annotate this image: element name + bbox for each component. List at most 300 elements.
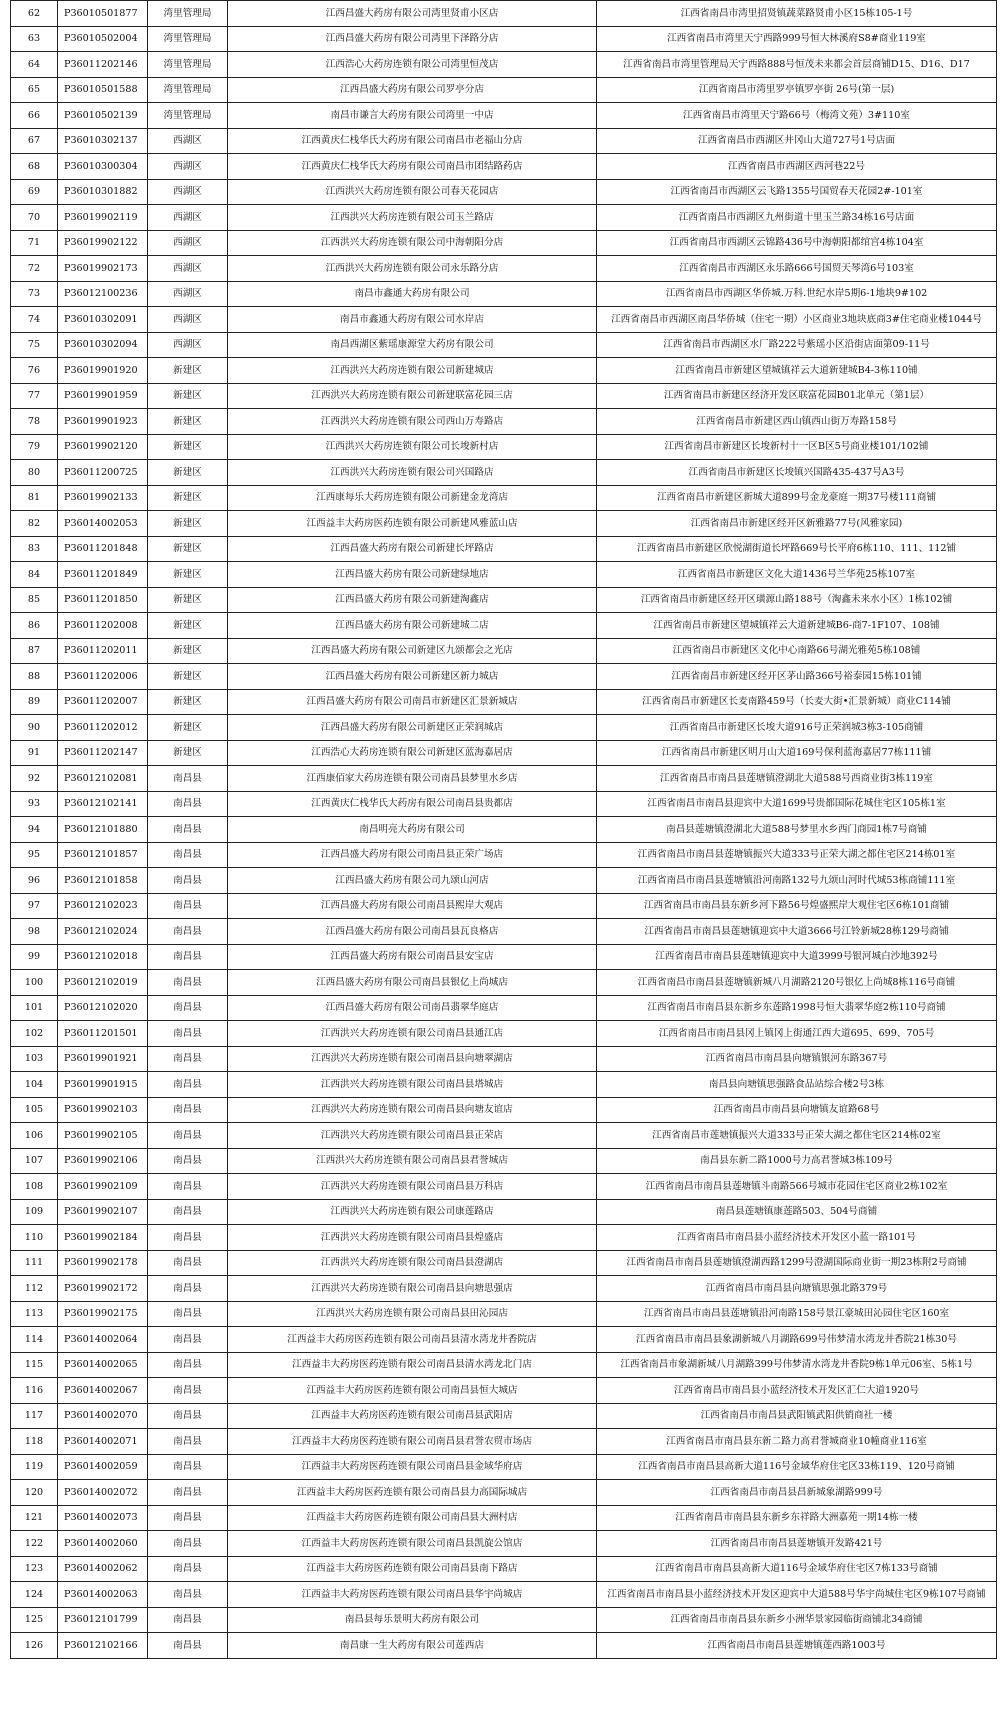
store-name: 江西益丰大药房医药连锁有限公司南昌县大洲村店 (228, 1505, 597, 1531)
license-code: P36012102020 (58, 995, 148, 1021)
table-row (11, 256, 997, 282)
row-number: 117 (11, 1403, 58, 1429)
license-code: P36010300304 (58, 154, 148, 180)
store-address: 江西省南昌市新建区长埈大道916号正荣润城3栋3-105商铺 (597, 715, 997, 741)
table-row (11, 230, 997, 256)
license-code: P36014002053 (58, 511, 148, 537)
row-number: 66 (11, 103, 58, 129)
district: 西湖区 (148, 332, 228, 358)
row-number: 88 (11, 664, 58, 690)
license-code: P36019902173 (58, 256, 148, 282)
store-name: 江西洪兴大药房连锁有限公司南昌县通江店 (228, 1021, 597, 1047)
license-code: P36014002070 (58, 1403, 148, 1429)
license-code: P36019902178 (58, 1250, 148, 1276)
license-code: P36019902109 (58, 1174, 148, 1200)
row-number: 115 (11, 1352, 58, 1378)
license-code: P36014002062 (58, 1556, 148, 1582)
license-code: P36010502004 (58, 26, 148, 52)
license-code: P36019902184 (58, 1225, 148, 1251)
table-row (11, 995, 997, 1021)
store-address: 江西省南昌市南昌县冈上镇冈上街通江西大道695、699、705号 (597, 1021, 997, 1047)
license-code: P36012101880 (58, 817, 148, 843)
row-number: 104 (11, 1072, 58, 1098)
table-row (11, 1607, 997, 1633)
store-address: 江西省南昌市南昌县东新乡小洲华景家园临街商铺北34商铺 (597, 1607, 997, 1633)
store-name: 江西洪兴大药房连锁有限公司长埈新村店 (228, 434, 597, 460)
district: 新建区 (148, 638, 228, 664)
store-address: 江西省南昌市西湖区西河巷22号 (597, 154, 997, 180)
store-address: 江西省南昌市莲塘镇振兴大道333号正荣大湖之都住宅区214栋02室 (597, 1123, 997, 1149)
license-code: P36010302094 (58, 332, 148, 358)
license-code: P36019902172 (58, 1276, 148, 1302)
row-number: 74 (11, 307, 58, 333)
store-name: 江西昌盛大药房有限公司南昌市新建区汇景新城店 (228, 689, 597, 715)
district: 南昌县 (148, 1072, 228, 1098)
license-code: P36019902133 (58, 485, 148, 511)
district: 南昌县 (148, 1378, 228, 1404)
table-row (11, 893, 997, 919)
table-row (11, 536, 997, 562)
district: 南昌县 (148, 1199, 228, 1225)
license-code: P36014002065 (58, 1352, 148, 1378)
store-name: 江西洪兴大药房连锁有限公司南昌县塔城店 (228, 1072, 597, 1098)
store-name: 南昌明亮大药房有限公司 (228, 817, 597, 843)
district: 南昌县 (148, 868, 228, 894)
district: 湾里管理局 (148, 52, 228, 78)
row-number: 64 (11, 52, 58, 78)
district: 南昌县 (148, 1531, 228, 1557)
store-address: 江西省南昌市新建区文化大道1436号兰华苑25栋107室 (597, 562, 997, 588)
store-name: 江西昌盛大药房有限公司罗亭分店 (228, 77, 597, 103)
store-name: 江西益丰大药房医药连锁有限公司南昌县恒大城店 (228, 1378, 597, 1404)
row-number: 68 (11, 154, 58, 180)
table-row (11, 103, 997, 129)
store-name: 江西昌盛大药房有限公司南昌县安宝店 (228, 944, 597, 970)
row-number: 85 (11, 587, 58, 613)
license-code: P36014002063 (58, 1582, 148, 1608)
store-name: 南昌康一生大药房有限公司莲西店 (228, 1633, 597, 1659)
row-number: 118 (11, 1429, 58, 1455)
row-number: 84 (11, 562, 58, 588)
store-address: 江西省南昌市湾里管理局天宁西路888号恒茂未来都会首层商铺D15、D16、D17 (597, 52, 997, 78)
table-row (11, 511, 997, 537)
table-row (11, 1250, 997, 1276)
row-number: 76 (11, 358, 58, 384)
store-name: 南昌市鑫通大药房有限公司 (228, 281, 597, 307)
district: 新建区 (148, 383, 228, 409)
store-address: 江西省南昌市新建区经开区茅山路366号裕泰园15栋101铺 (597, 664, 997, 690)
store-address: 南昌县莲塘镇康莲路503、504号商铺 (597, 1199, 997, 1225)
district: 新建区 (148, 536, 228, 562)
store-address: 江西省南昌市南昌县东新乡河下路56号煌盛熙岸大观住宅区6栋101商铺 (597, 893, 997, 919)
store-address: 江西省南昌市南昌县莲塘镇澄湖西路1299号澄湖国际商业街一期23栋附2号商铺 (597, 1250, 997, 1276)
license-code: P36014002064 (58, 1327, 148, 1353)
table-row (11, 1097, 997, 1123)
store-name: 江西益丰大药房医药连锁有限公司南昌县君誉农贸市场店 (228, 1429, 597, 1455)
row-number: 102 (11, 1021, 58, 1047)
district: 西湖区 (148, 154, 228, 180)
district: 新建区 (148, 562, 228, 588)
license-code: P36012101799 (58, 1607, 148, 1633)
store-name: 南昌市谦言大药房有限公司湾里一中店 (228, 103, 597, 129)
row-number: 110 (11, 1225, 58, 1251)
store-name: 江西洪兴大药房连锁有限公司南昌县君誉城店 (228, 1148, 597, 1174)
table-row (11, 944, 997, 970)
row-number: 90 (11, 715, 58, 741)
row-number: 119 (11, 1454, 58, 1480)
store-address: 江西省南昌市南昌县东新乡东祥路大洲嘉苑一期14栋一楼 (597, 1505, 997, 1531)
license-code: P36019902105 (58, 1123, 148, 1149)
table-row (11, 205, 997, 231)
license-code: P36019902106 (58, 1148, 148, 1174)
row-number: 99 (11, 944, 58, 970)
district: 南昌县 (148, 1301, 228, 1327)
license-code: P36010302137 (58, 128, 148, 154)
store-address: 江西省南昌市新建区经济开发区联富花园B01北单元（第1层） (597, 383, 997, 409)
row-number: 82 (11, 511, 58, 537)
store-address: 江西省南昌市西湖区华侨城.万科.世纪水岸5期6-1地块9#102 (597, 281, 997, 307)
row-number: 112 (11, 1276, 58, 1302)
table-row (11, 817, 997, 843)
license-code: P36014002059 (58, 1454, 148, 1480)
district: 西湖区 (148, 307, 228, 333)
store-name: 江西益丰大药房医药连锁有限公司新建风雅蓝山店 (228, 511, 597, 537)
district: 湾里管理局 (148, 103, 228, 129)
row-number: 80 (11, 460, 58, 486)
store-address: 江西省南昌市西湖区井冈山大道727号1号店面 (597, 128, 997, 154)
district: 南昌县 (148, 1276, 228, 1302)
district: 西湖区 (148, 230, 228, 256)
store-name: 江西昌盛大药房有限公司新建城二店 (228, 613, 597, 639)
district: 南昌县 (148, 1352, 228, 1378)
license-code: P36012101858 (58, 868, 148, 894)
row-number: 70 (11, 205, 58, 231)
store-address: 江西省南昌市湾里天宁西路999号恒大林溪府S8#商业119室 (597, 26, 997, 52)
store-address: 江西省南昌市南昌县向塘镇思强北路379号 (597, 1276, 997, 1302)
table-row (11, 562, 997, 588)
table-row (11, 1403, 997, 1429)
row-number: 114 (11, 1327, 58, 1353)
license-code: P36012102023 (58, 893, 148, 919)
store-name: 江西益丰大药房医药连锁有限公司南昌县武阳店 (228, 1403, 597, 1429)
store-name: 江西昌盛大药房有限公司新建区正荣润城店 (228, 715, 597, 741)
row-number: 77 (11, 383, 58, 409)
row-number: 105 (11, 1097, 58, 1123)
table-row (11, 664, 997, 690)
table-row (11, 1505, 997, 1531)
store-address: 江西省南昌市西湖区云飞路1355号国贸春天花园2#-101室 (597, 179, 997, 205)
license-code: P36011201501 (58, 1021, 148, 1047)
store-address: 江西省南昌市新建区明月山大道169号保利蓝海嘉居77栋111铺 (597, 740, 997, 766)
row-number: 87 (11, 638, 58, 664)
license-code: P36012100236 (58, 281, 148, 307)
license-code: P36019901959 (58, 383, 148, 409)
table-row (11, 1225, 997, 1251)
license-code: P36014002072 (58, 1480, 148, 1506)
store-address: 江西省南昌市新建区望城镇祥云大道新建城B4-3栋110铺 (597, 358, 997, 384)
store-name: 江西浩心大药房连锁有限公司湾里恒茂店 (228, 52, 597, 78)
store-name: 江西昌盛大药房有限公司湾里下泽路分店 (228, 26, 597, 52)
row-number: 97 (11, 893, 58, 919)
store-name: 江西洪兴大药房连锁有限公司永乐路分店 (228, 256, 597, 282)
table-row (11, 868, 997, 894)
license-code: P36012102141 (58, 791, 148, 817)
district: 南昌县 (148, 919, 228, 945)
store-name: 江西黄庆仁栈华氏大药房有限公司南昌市团结路药店 (228, 154, 597, 180)
store-name: 江西洪兴大药房连锁有限公司康莲路店 (228, 1199, 597, 1225)
license-code: P36010301882 (58, 179, 148, 205)
license-code: P36012102018 (58, 944, 148, 970)
license-code: P36019902175 (58, 1301, 148, 1327)
district: 新建区 (148, 434, 228, 460)
store-address: 江西省南昌市新建区新城大道899号金龙豪庭一期37号楼111商铺 (597, 485, 997, 511)
table-row (11, 383, 997, 409)
district: 南昌县 (148, 944, 228, 970)
table-row (11, 1429, 997, 1455)
table-row (11, 613, 997, 639)
license-code: P36010501877 (58, 1, 148, 27)
district: 新建区 (148, 460, 228, 486)
table-row (11, 26, 997, 52)
store-address: 江西省南昌市新建区长埈新村十一区B区5号商业楼101/102铺 (597, 434, 997, 460)
license-code: P36011201849 (58, 562, 148, 588)
row-number: 73 (11, 281, 58, 307)
table-row (11, 740, 997, 766)
store-name: 江西益丰大药房医药连锁有限公司南昌县南下路店 (228, 1556, 597, 1582)
row-number: 109 (11, 1199, 58, 1225)
store-address: 江西省南昌市南昌县莲塘镇新城八月湖路2120号银亿上尚城8栋116号商铺 (597, 970, 997, 996)
district: 湾里管理局 (148, 1, 228, 27)
district: 南昌县 (148, 1097, 228, 1123)
license-code: P36014002060 (58, 1531, 148, 1557)
district: 西湖区 (148, 281, 228, 307)
license-code: P36014002071 (58, 1429, 148, 1455)
store-name: 江西洪兴大药房连锁有限公司玉兰路店 (228, 205, 597, 231)
license-code: P36019902122 (58, 230, 148, 256)
district: 南昌县 (148, 817, 228, 843)
license-code: P36011202011 (58, 638, 148, 664)
store-address: 江西省南昌市南昌县东新乡东莲路1998号恒大翡翠华庭2栋110号商铺 (597, 995, 997, 1021)
store-name: 江西昌盛大药房有限公司新建区新力城店 (228, 664, 597, 690)
store-name: 江西洪兴大药房连锁有限公司西山万寿路店 (228, 409, 597, 435)
store-name: 江西益丰大药房医药连锁有限公司南昌县清水湾龙井香院店 (228, 1327, 597, 1353)
store-name: 江西昌盛大药房有限公司南昌县熙岸大观店 (228, 893, 597, 919)
store-name: 江西益丰大药房医药连锁有限公司南昌县凯旋公馆店 (228, 1531, 597, 1557)
table-row (11, 766, 997, 792)
table-row (11, 332, 997, 358)
district: 南昌县 (148, 1021, 228, 1047)
row-number: 113 (11, 1301, 58, 1327)
table-row (11, 1148, 997, 1174)
store-address: 江西省南昌市湾里招贤镇蔬菜路贤甫小区15栋105-1号 (597, 1, 997, 27)
store-name: 江西益丰大药房医药连锁有限公司南昌县力高国际城店 (228, 1480, 597, 1506)
row-number: 86 (11, 613, 58, 639)
store-address: 南昌县莲塘镇澄湖北大道588号梦里水乡西门商园1栋7号商铺 (597, 817, 997, 843)
license-code: P36014002073 (58, 1505, 148, 1531)
store-name: 江西洪兴大药房连锁有限公司南昌县正荣店 (228, 1123, 597, 1149)
store-address: 江西省南昌市南昌县莲塘镇斗南路566号城市花园住宅区商业2栋102室 (597, 1174, 997, 1200)
store-name: 江西昌盛大药房有限公司湾里贤甫小区店 (228, 1, 597, 27)
license-code: P36012101857 (58, 842, 148, 868)
store-address: 江西省南昌市南昌县莲塘镇沿河南路158号景江豪城田沁园住宅区160室 (597, 1301, 997, 1327)
store-address: 南昌县向塘镇思强路食品站综合楼2号3栋 (597, 1072, 997, 1098)
store-name: 江西洪兴大药房连锁有限公司南昌县向塘友谊店 (228, 1097, 597, 1123)
district: 南昌县 (148, 1174, 228, 1200)
store-address: 江西省南昌市南昌县莲塘镇迎宾中大道3999号银河城白沙地392号 (597, 944, 997, 970)
store-address: 江西省南昌市南昌县小蓝经济技术开发区汇仁大道1920号 (597, 1378, 997, 1404)
row-number: 83 (11, 536, 58, 562)
store-address: 江西省南昌市南昌县东新二路力高君誉城商业10幢商业116室 (597, 1429, 997, 1455)
store-name: 江西昌盛大药房有限公司新建绿地店 (228, 562, 597, 588)
store-name: 江西康佰家大药房连锁有限公司南昌县梦里水乡店 (228, 766, 597, 792)
store-address: 江西省南昌市南昌县高新大道116号金域华府住宅区33栋119、120号商铺 (597, 1454, 997, 1480)
row-number: 67 (11, 128, 58, 154)
row-number: 62 (11, 1, 58, 27)
row-number: 111 (11, 1250, 58, 1276)
license-code: P36011202012 (58, 715, 148, 741)
row-number: 69 (11, 179, 58, 205)
row-number: 122 (11, 1531, 58, 1557)
row-number: 71 (11, 230, 58, 256)
store-name: 江西洪兴大药房连锁有限公司新建联富花园三店 (228, 383, 597, 409)
table-row (11, 587, 997, 613)
district: 南昌县 (148, 1607, 228, 1633)
store-address: 江西省南昌市新建区经开区璜源山路188号（淘鑫未来水小区）1栋102铺 (597, 587, 997, 613)
store-address: 江西省南昌市南昌县象湖新城八月湖路699号伟梦清水湾龙井香院21栋30号 (597, 1327, 997, 1353)
district: 南昌县 (148, 1480, 228, 1506)
store-address: 江西省南昌市南昌县昌新城象湖路999号 (597, 1480, 997, 1506)
row-number: 125 (11, 1607, 58, 1633)
table-row (11, 1480, 997, 1506)
license-code: P36011200725 (58, 460, 148, 486)
table-row (11, 1556, 997, 1582)
table-row (11, 970, 997, 996)
store-name: 江西洪兴大药房连锁有限公司南昌县向塘思强店 (228, 1276, 597, 1302)
row-number: 81 (11, 485, 58, 511)
table-row (11, 1633, 997, 1659)
store-address: 江西省南昌市新建区望城镇祥云大道新建城B6-商7-1F107、108铺 (597, 613, 997, 639)
table-row (11, 1199, 997, 1225)
license-code: P36019901920 (58, 358, 148, 384)
district: 新建区 (148, 409, 228, 435)
row-number: 101 (11, 995, 58, 1021)
license-code: P36011202006 (58, 664, 148, 690)
store-address: 江西省南昌市南昌县向塘镇友谊路68号 (597, 1097, 997, 1123)
store-name: 江西洪兴大药房连锁有限公司南昌县田沁园店 (228, 1301, 597, 1327)
license-code: P36012102166 (58, 1633, 148, 1659)
district: 湾里管理局 (148, 77, 228, 103)
store-address: 江西省南昌市南昌县莲塘镇迎宾中大道3666号江铃新城28栋129号商铺 (597, 919, 997, 945)
store-name: 江西康每乐大药房连锁有限公司新建金龙湾店 (228, 485, 597, 511)
district: 新建区 (148, 587, 228, 613)
license-code: P36011202146 (58, 52, 148, 78)
license-code: P36019901923 (58, 409, 148, 435)
table-row (11, 1531, 997, 1557)
district: 南昌县 (148, 1225, 228, 1251)
store-address: 江西省南昌市南昌县迎宾中大道1699号贵都国际花城住宅区105栋1室 (597, 791, 997, 817)
row-number: 94 (11, 817, 58, 843)
table-row (11, 1454, 997, 1480)
license-code: P36011202147 (58, 740, 148, 766)
district: 西湖区 (148, 179, 228, 205)
license-code: P36011201850 (58, 587, 148, 613)
store-name: 江西昌盛大药房有限公司新建淘鑫店 (228, 587, 597, 613)
district: 湾里管理局 (148, 26, 228, 52)
district: 西湖区 (148, 256, 228, 282)
row-number: 124 (11, 1582, 58, 1608)
table-row (11, 358, 997, 384)
district: 新建区 (148, 740, 228, 766)
district: 南昌县 (148, 1403, 228, 1429)
district: 南昌县 (148, 1454, 228, 1480)
row-number: 96 (11, 868, 58, 894)
row-number: 65 (11, 77, 58, 103)
row-number: 95 (11, 842, 58, 868)
table-row (11, 154, 997, 180)
store-name: 江西浩心大药房连锁有限公司新建区蓝海嘉居店 (228, 740, 597, 766)
district: 南昌县 (148, 893, 228, 919)
row-number: 121 (11, 1505, 58, 1531)
table-row (11, 52, 997, 78)
store-name: 江西洪兴大药房连锁有限公司南昌县煌盛店 (228, 1225, 597, 1251)
row-number: 89 (11, 689, 58, 715)
store-address: 江西省南昌市新建区西山镇西山街万寿路158号 (597, 409, 997, 435)
store-address: 江西省南昌市南昌县莲塘镇莲西路1003号 (597, 1633, 997, 1659)
store-address: 江西省南昌市南昌县高新大道116号金域华府住宅区7栋133号商铺 (597, 1556, 997, 1582)
store-address: 江西省南昌市南昌县武阳镇武阳供销商社一楼 (597, 1403, 997, 1429)
row-number: 78 (11, 409, 58, 435)
district: 新建区 (148, 485, 228, 511)
store-name: 江西昌盛大药房有限公司九颂山河店 (228, 868, 597, 894)
store-name: 江西昌盛大药房有限公司南昌翡翠华庭店 (228, 995, 597, 1021)
row-number: 116 (11, 1378, 58, 1404)
row-number: 103 (11, 1046, 58, 1072)
table-row (11, 281, 997, 307)
license-code: P36019902119 (58, 205, 148, 231)
license-code: P36011202007 (58, 689, 148, 715)
district: 新建区 (148, 715, 228, 741)
store-name: 江西黄庆仁栈华氏大药房有限公司南昌县贵都店 (228, 791, 597, 817)
store-address: 江西省南昌市新建区长麦南路459号（长麦大街•汇景新城）商业C114铺 (597, 689, 997, 715)
store-name: 江西昌盛大药房有限公司南昌县瓦良格店 (228, 919, 597, 945)
store-name: 江西洪兴大药房连锁有限公司中海朝阳分店 (228, 230, 597, 256)
store-address: 江西省南昌市南昌县莲塘镇澄湖北大道588号西商业街3栋119室 (597, 766, 997, 792)
district: 南昌县 (148, 1429, 228, 1455)
pharmacy-table (10, 0, 997, 1659)
store-name: 江西洪兴大药房连锁有限公司兴国路店 (228, 460, 597, 486)
row-number: 98 (11, 919, 58, 945)
store-name: 江西洪兴大药房连锁有限公司南昌县澄湖店 (228, 1250, 597, 1276)
district: 南昌县 (148, 1123, 228, 1149)
store-name: 江西洪兴大药房连锁有限公司新建城店 (228, 358, 597, 384)
district: 南昌县 (148, 1633, 228, 1659)
store-address: 江西省南昌市南昌县小蓝经济技术开发区小蓝一路101号 (597, 1225, 997, 1251)
store-address: 江西省南昌市新建区长埈镇兴国路435-437号A3号 (597, 460, 997, 486)
table-row (11, 1174, 997, 1200)
district: 南昌县 (148, 970, 228, 996)
table-row (11, 1276, 997, 1302)
table-row (11, 1378, 997, 1404)
store-name: 江西益丰大药房医药连锁有限公司南昌县金域华府店 (228, 1454, 597, 1480)
row-number: 120 (11, 1480, 58, 1506)
table-row (11, 1582, 997, 1608)
district: 西湖区 (148, 128, 228, 154)
table-row (11, 689, 997, 715)
table-row (11, 179, 997, 205)
pharmacy-list-document (10, 0, 997, 1659)
store-address: 江西省南昌市湾里罗亭镇罗亭街 26号(第一层) (597, 77, 997, 103)
store-name: 江西昌盛大药房有限公司新建长坪路店 (228, 536, 597, 562)
